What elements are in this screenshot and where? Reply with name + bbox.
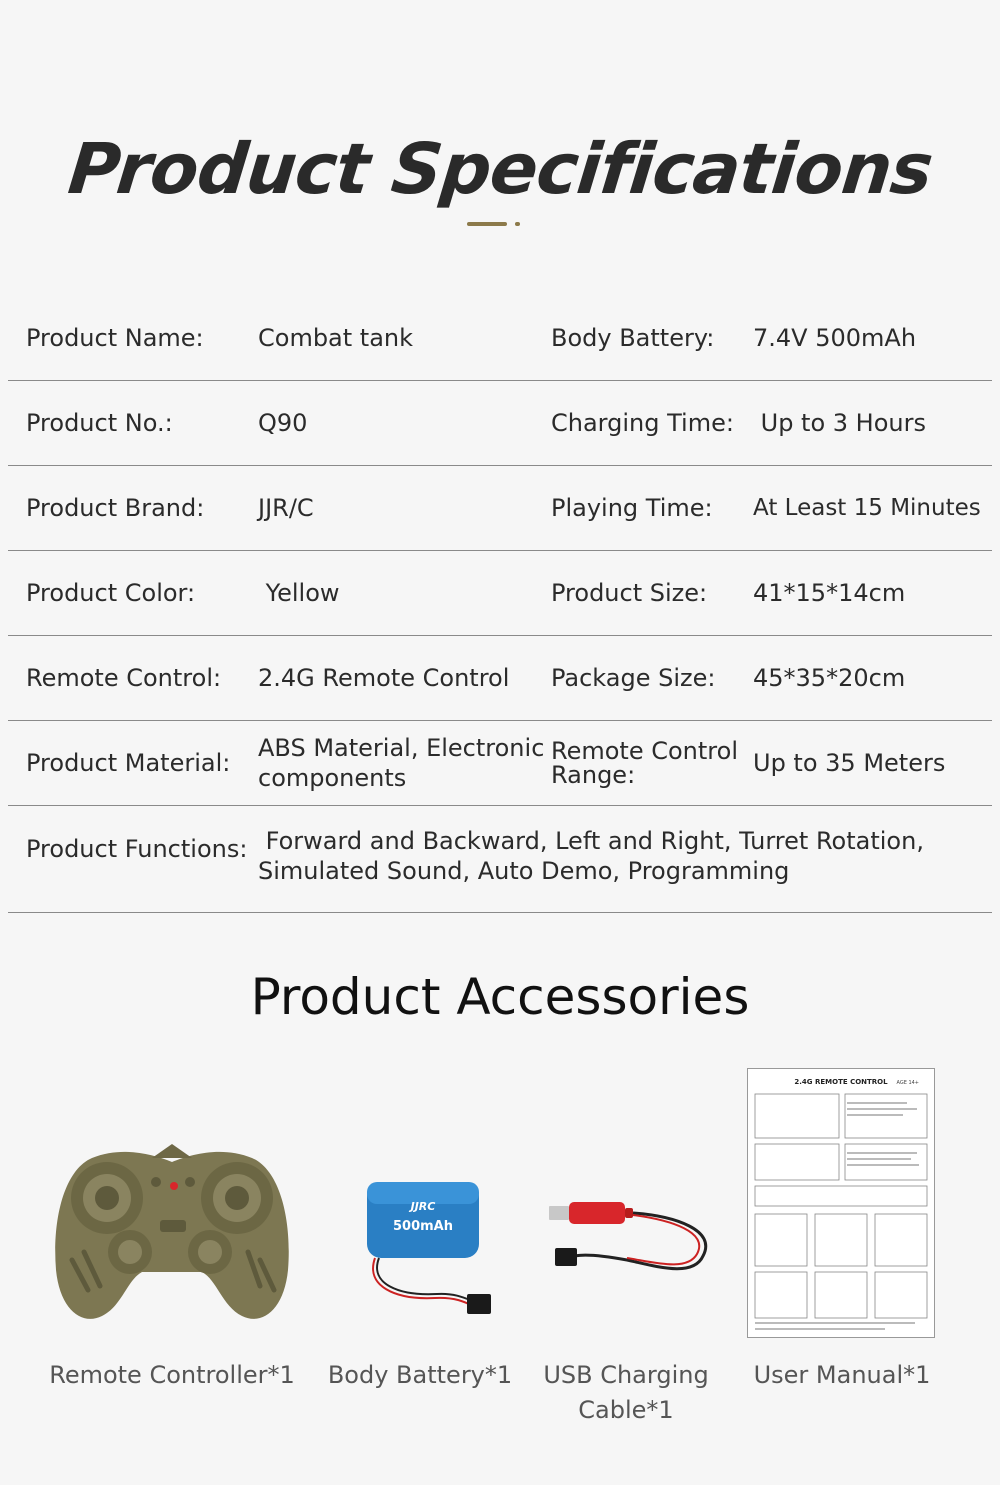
spec-row-functions	[8, 806, 992, 913]
spec-label: Remote Control:	[26, 664, 222, 692]
spec-label: Product Material:	[26, 749, 231, 777]
spec-row	[8, 466, 992, 551]
spec-row	[8, 381, 992, 466]
accent-dash	[467, 222, 507, 226]
spec-label: Product Size:	[551, 579, 708, 607]
page-title: Product Specifications	[64, 128, 936, 210]
spec-value: Yellow	[258, 579, 340, 607]
spec-label: Product Color:	[26, 579, 196, 607]
spec-label: Product Brand:	[26, 494, 205, 522]
spec-label: Product Functions:	[26, 835, 248, 863]
spec-row	[8, 636, 992, 721]
spec-value: 2.4G Remote Control	[258, 664, 510, 692]
usb-cable-icon	[545, 1196, 715, 1310]
battery-capacity: 500mAh	[393, 1219, 453, 1234]
accessory-label: Remote Controller*1	[49, 1361, 295, 1389]
spec-row	[8, 296, 992, 381]
spec-value: Combat tank	[258, 324, 414, 352]
spec-label: Package Size:	[551, 664, 716, 692]
spec-row	[8, 551, 992, 636]
battery-icon	[355, 1176, 505, 1330]
spec-value: ABS Material, Electronic components	[258, 734, 545, 792]
manual-title: 2.4G REMOTE CONTROL	[794, 1078, 888, 1086]
spec-value: Forward and Backward, Left and Right, Turret Rotation, Simulated Sound, Auto Demo, Programming	[258, 827, 932, 885]
spec-value: At Least 15 Minutes	[753, 495, 981, 521]
spec-value: Up to 3 Hours	[753, 409, 926, 437]
spec-value: 41*15*14cm	[753, 579, 906, 607]
spec-label: Charging Time:	[551, 409, 734, 437]
spec-label: Remote Control Range:	[551, 737, 738, 789]
spec-label: Product Name:	[26, 324, 204, 352]
spec-value: 45*35*20cm	[753, 664, 906, 692]
accessory-label: User Manual*1	[753, 1361, 931, 1389]
spec-label: Body Battery:	[551, 324, 715, 352]
spec-label: Playing Time:	[551, 494, 713, 522]
specs-table	[8, 296, 992, 913]
accessory-label: USB Charging Cable*1	[543, 1361, 709, 1424]
title-section	[0, 128, 1000, 210]
accessories-title: Product Accessories	[250, 968, 750, 1026]
accent-dot	[515, 222, 520, 226]
spec-value: Q90	[258, 409, 308, 437]
spec-value: JJR/C	[258, 494, 314, 522]
spec-row	[8, 721, 992, 806]
user-manual-icon	[747, 1068, 935, 1342]
remote-controller-icon	[52, 1140, 292, 1334]
spec-label: Product No.:	[26, 409, 173, 437]
battery-brand: JJRC	[410, 1200, 436, 1213]
accessory-label: Body Battery*1	[327, 1361, 513, 1389]
manual-age: AGE 14+	[896, 1080, 919, 1086]
spec-value: Up to 35 Meters	[753, 749, 946, 777]
spec-value: 7.4V 500mAh	[753, 324, 917, 352]
